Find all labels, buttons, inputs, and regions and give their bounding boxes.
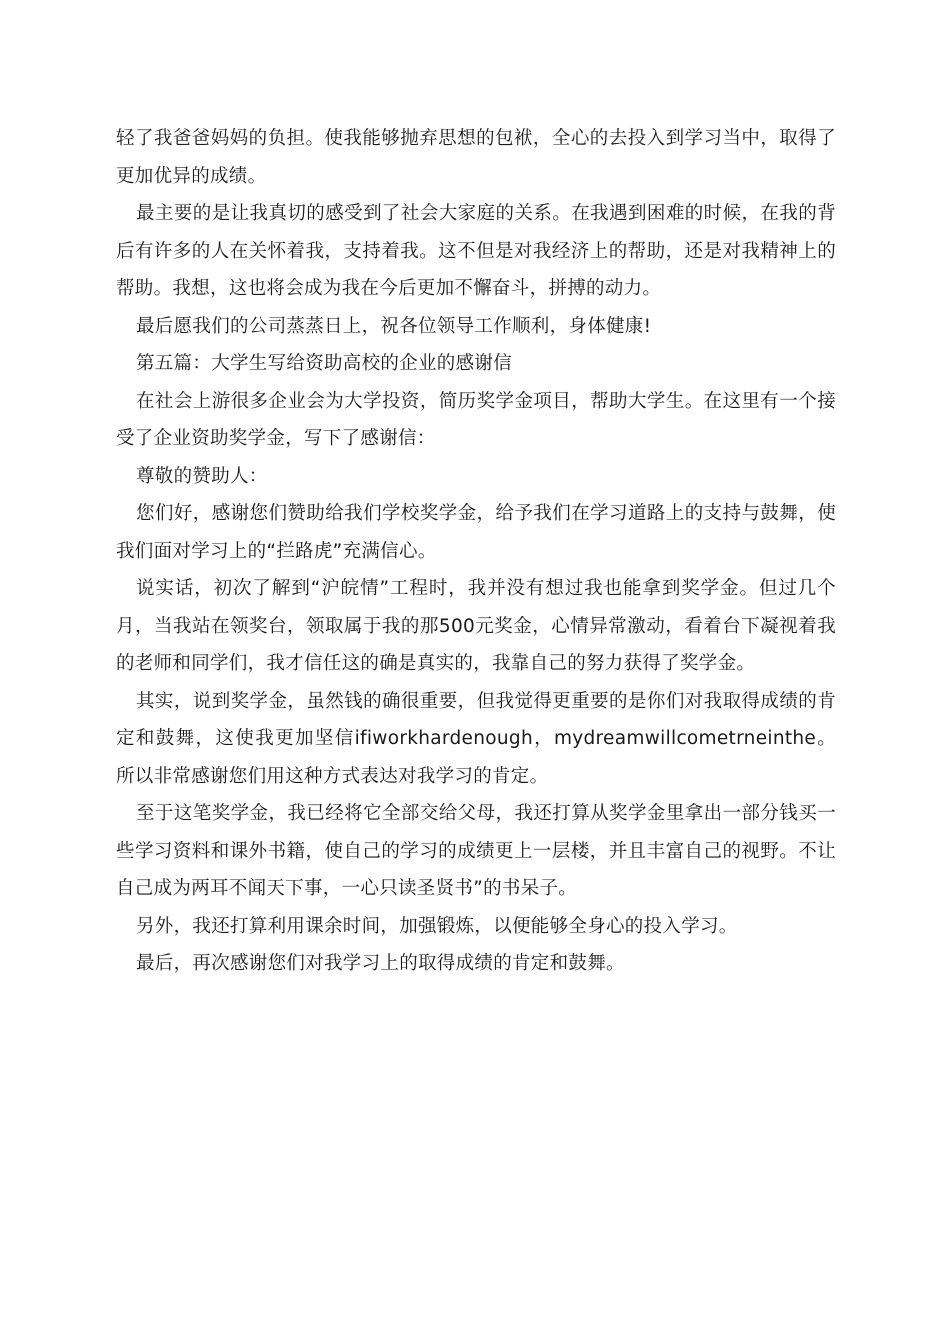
- paragraph-8: 说实话，初次了解到“沪皖情”工程时，我并没有想过我也能拿到奖学金。但过几个月，当我站在领奖台，领取属于我的那500元奖金，心情异常激动，看着台下凝视着我的老师和同学们，我才信任这的确是真实的，我靠自己的努力获得了奖学金。: [116, 578, 836, 674]
- paragraph-9: 其实，说到奖学金，虽然钱的确很重要，但我觉得更重要的是你们对我取得成绩的肯定和鼓舞，这使我更加坚信ifiworkhardenough，mydreamwillcometrneinthe。所以非常感谢您们用这种方式表达对我学习的肯定。: [116, 690, 836, 787]
- paragraph-10: 至于这笔奖学金，我已经将它全部交给父母，我还打算从奖学金里拿出一部分钱买一些学习资料和课外书籍，使自己的学习的成绩更上一层楼，并且丰富自己的视野。不让自己成为两耳不闻天下事，一心只读圣贤书”的书呆子。: [116, 803, 836, 899]
- salutation: 尊敬的赞助人：: [136, 465, 268, 487]
- paragraph-7: 您们好，感谢您们赞助给我们学校奖学金，给予我们在学习道路上的支持与鼓舞，使我们面对学习上的“拦路虎”充满信心。: [116, 503, 836, 562]
- paragraph-1: 轻了我爸爸妈妈的负担。使我能够抛弃思想的包袱，全心的去投入到学习当中，取得了更加优异的成绩。: [116, 128, 836, 187]
- section-heading: 第五篇：大学生写给资助高校的企业的感谢信: [136, 353, 513, 374]
- paragraph-2: 最主要的是让我真切的感受到了社会大家庭的关系。在我遇到困难的时候，在我的背后有许多的人在关怀着我，支持着我。这不但是对我经济上的帮助，还是对我精神上的帮助。我想，这也将会成为我在今后更加不懈奋斗，拼搏的动力。: [116, 203, 836, 299]
- paragraph-12: 最后，再次感谢您们对我学习上的取得成绩的肯定和鼓舞。: [136, 953, 625, 974]
- document-body: [116, 120, 836, 983]
- paragraph-11: 另外，我还打算利用课余时间，加强锻炼，以便能够全身心的投入学习。: [136, 915, 738, 937]
- paragraph-5: 在社会上游很多企业会为大学投资，简历奖学金项目，帮助大学生。在这里有一个接受了企业资助奖学金，写下了感谢信：: [116, 390, 836, 449]
- paragraph-3: 最后愿我们的公司蒸蒸日上，祝各位领导工作顺利，身体健康!: [136, 315, 652, 337]
